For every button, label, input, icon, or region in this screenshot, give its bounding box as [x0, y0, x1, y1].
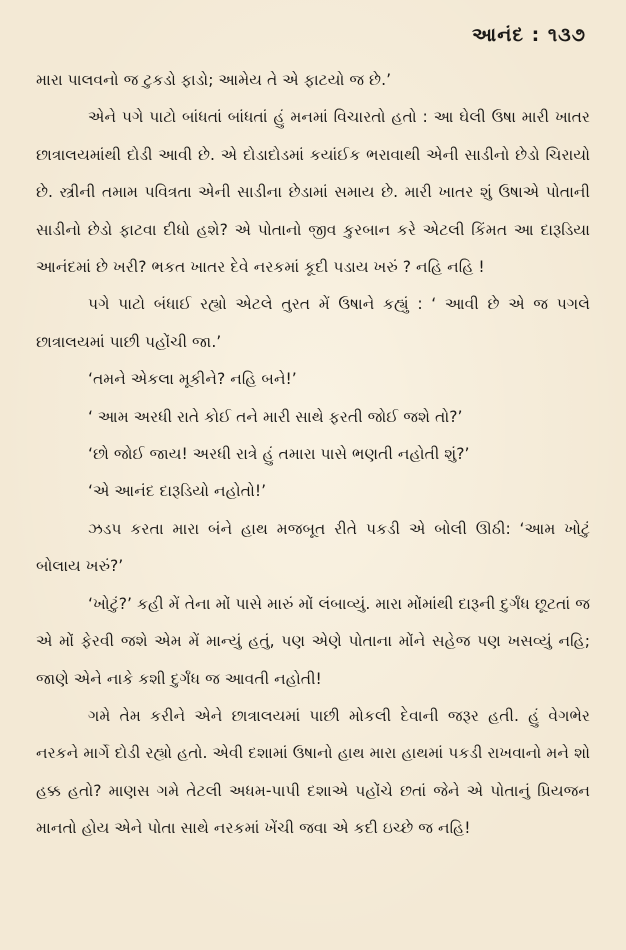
paragraph-2: એને પગે પાટો બાંધતાં બાંધતાં હું મનમાં વિચારતો હતો : આ ઘેલી ઉષા મારી ખાતર છાત્રાલયમાંથી દોડી આવી છે. એ દોડાદોડમાં કયાંઈક ભરાવાથી એની સાડીનો છેડો ચિરાયો છે. સ્ત્રીની તમામ પવિત્રતા એની સાડીના છેડામાં સમાય છે. મારી ખાતર શું ઉષાએ પોતાની સાડીનો છેડો ફાટવા દીધો હશે? એ પોતાનો જીવ કુરબાન કરે એટલી કિંમત આ દારૂડિયા આનંદમાં છે ખરી? ભકત ખાતર દેવે નરકમાં કૂદી પડાય ખરું ? નહિ નહિ !	[36, 108, 590, 277]
paragraph-6: ‘છો જોઈ જાય! અરધી રાત્રે હું તમારા પાસે ભણતી નહોતી શું?’	[88, 445, 470, 464]
paragraph-10: ગમે તેમ કરીને એને છાત્રાલયમાં પાછી મોકલી દેવાની જરૂર હતી. હું વેગભેર નરકને માર્ગે દોડી રહ્યો હતો. એવી દશામાં ઉષાનો હાથ મારા હાથમાં પકડી રાખવાનો મને શો હક્ક હતો? માણસ ગમે તેટલી અધમ-પાપી દશાએ પહોંચે છતાં જેને એ પોતાનું પ્રિયજન માનતો હોય એને પોતા સાથે નરકમાં ખેંચી જવા એ કદી ઇચ્છે જ નહિ!	[36, 706, 590, 838]
body-text	[36, 62, 590, 848]
running-header: આનંદ : ૧૩૭	[472, 24, 586, 46]
paragraph-9: ‘ખોટું?’ કહી મેં તેના મોં પાસે મારું મોં લંબાવ્યું. મારા મોંમાંથી દારૂની દુર્ગંધ છૂટતાં જ એ મોં ફેરવી જશે એમ મેં માન્યું હતું, પણ એણે પોતાના મોંને સહેજ પણ ખસવ્યું નહિ; જાણે એને નાકે કશી દુર્ગંધ જ આવતી નહોતી!	[36, 594, 590, 688]
paragraph-8: ઝડપ કરતા મારા બંને હાથ મજબૂત રીતે પકડી એ બોલી ઊઠી: ‘આમ ખોટું બોલાય ખરું?’	[36, 519, 590, 576]
paragraph-3: પગે પાટો બંધાઈ રહ્યો એટલે તુરત મેં ઉષાને કહ્યું : ‘ આવી છે એ જ પગલે છાત્રાલયમાં પાછી પહોંચી જા.’	[36, 295, 590, 351]
paragraph-7: ‘એ આનંદ દારૂડિયો નહોતો!’	[88, 482, 267, 501]
paragraph-1: મારા પાલવનો જ ટુકડો ફાડો; આમેય તે એ ફાટયો જ છે.’	[36, 71, 392, 89]
paragraph-4: ‘તમને એકલા મૂકીને? નહિ બને!’	[88, 370, 297, 389]
paragraph-5: ‘ આમ અરધી રાતે કોઈ તને મારી સાથે ફરતી જોઈ જશે તો?’	[88, 407, 463, 426]
